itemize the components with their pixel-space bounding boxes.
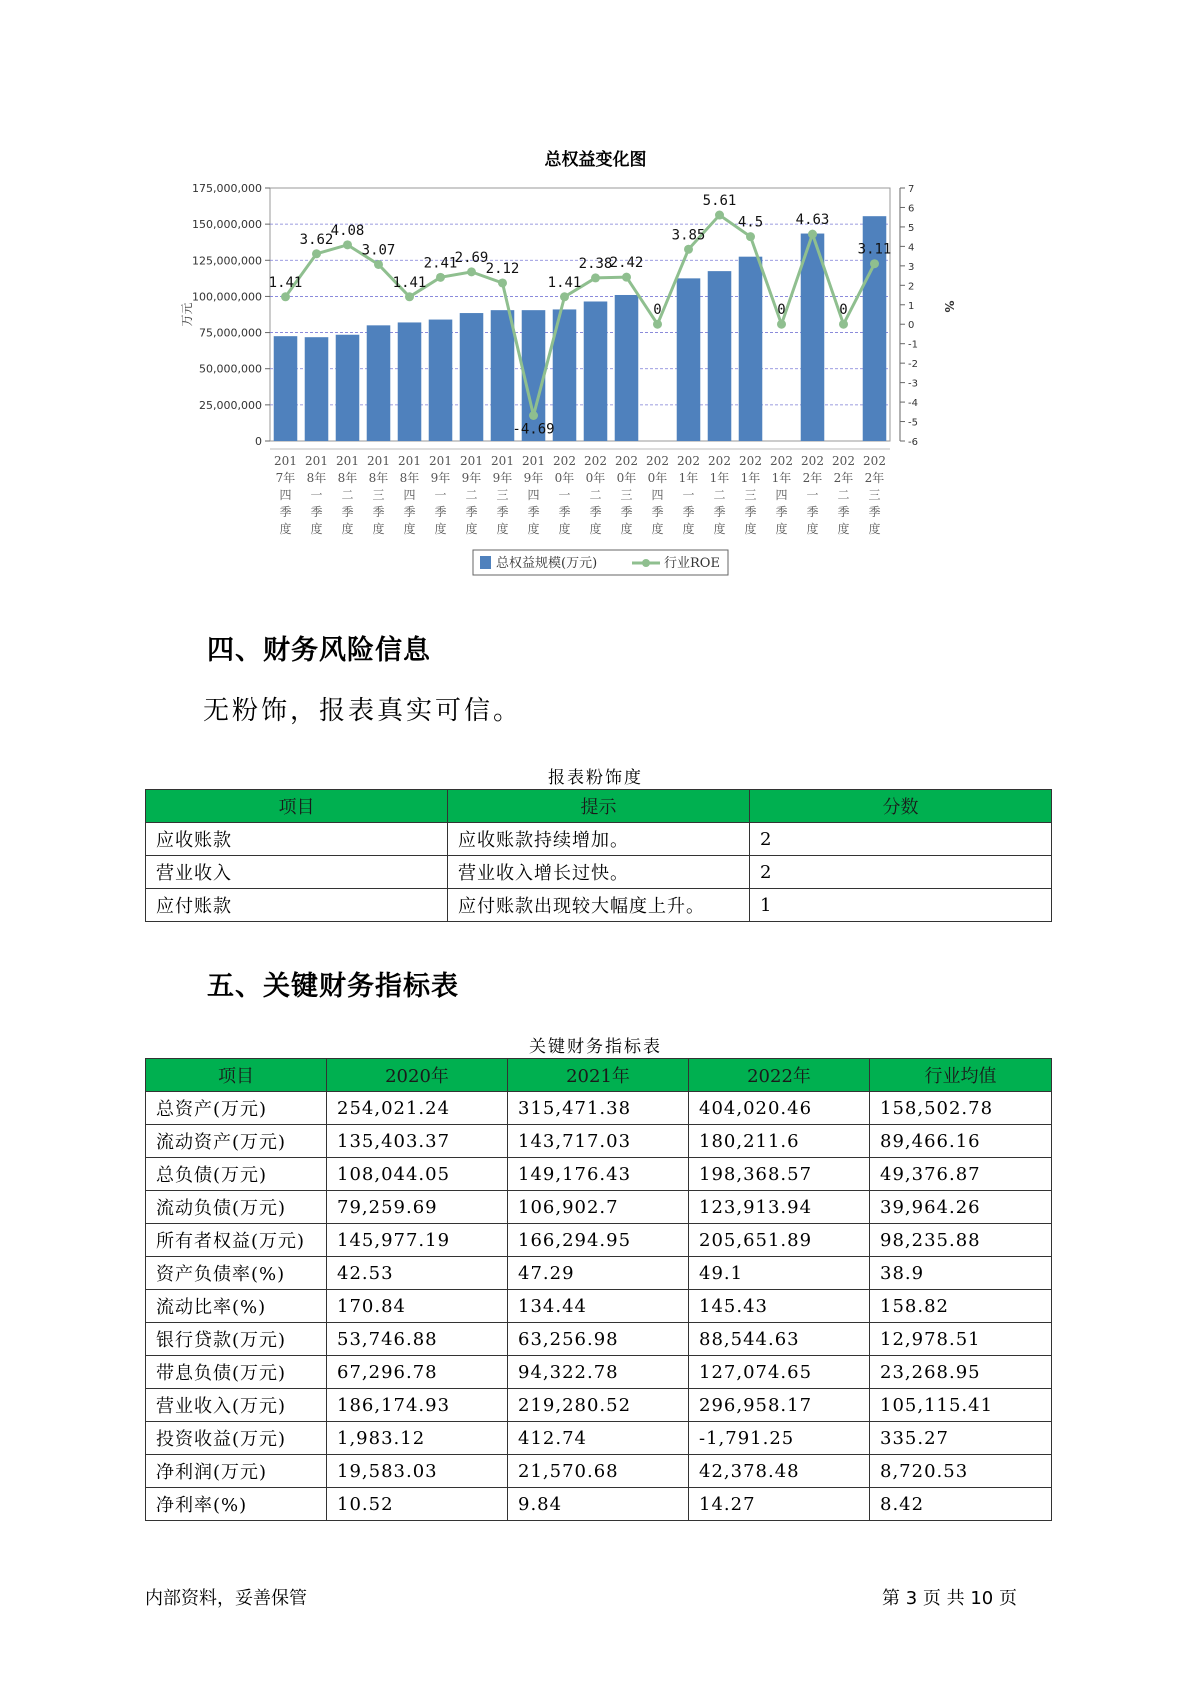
y2-axis-title: %	[942, 300, 956, 313]
table-row	[146, 1125, 1052, 1158]
roe-data-label: 4.08	[330, 222, 365, 239]
bar	[398, 322, 422, 441]
roe-point	[312, 249, 321, 258]
table-cell: 带息负债(万元)	[146, 1356, 327, 1389]
table-cell: 应付账款	[146, 889, 448, 922]
table-cell: 应收账款持续增加。	[448, 823, 750, 856]
x-tick-label: 四	[403, 488, 416, 502]
table-cell: 145,977.19	[327, 1224, 508, 1257]
table-cell: 254,021.24	[327, 1092, 508, 1125]
table-cell: 流动负债(万元)	[146, 1191, 327, 1224]
table-cell: 营业收入	[146, 856, 448, 889]
table-header-cell: 行业均值	[870, 1059, 1052, 1092]
table-row	[146, 1356, 1052, 1389]
x-tick-label: 四	[651, 488, 664, 502]
x-tick-label: 201	[460, 454, 483, 468]
table-cell: 总资产(万元)	[146, 1092, 327, 1125]
table-cell: 49.1	[689, 1257, 870, 1290]
x-tick-label: 9年	[430, 471, 451, 485]
x-tick-label: 度	[713, 522, 726, 536]
bar	[615, 295, 639, 441]
roe-data-label: 3.11	[857, 241, 892, 258]
x-tick-label: 季	[558, 505, 571, 519]
y2-tick-label: 6	[908, 203, 915, 215]
x-tick-label: 三	[868, 488, 881, 502]
roe-point	[498, 278, 507, 287]
x-tick-label: 季	[589, 505, 602, 519]
roe-point	[560, 292, 569, 301]
roe-point	[622, 273, 631, 282]
table-header-cell: 2022年	[689, 1059, 870, 1092]
x-tick-label: 度	[279, 522, 292, 536]
x-tick-label: 0年	[554, 471, 575, 485]
table-header-cell: 2020年	[327, 1059, 508, 1092]
x-tick-label: 季	[403, 505, 416, 519]
x-tick-label: 202	[584, 454, 607, 468]
roe-point	[343, 240, 352, 249]
y2-tick-label: 0	[908, 320, 915, 332]
table-cell: 1,983.12	[327, 1422, 508, 1455]
y-tick-label: 100,000,000	[192, 290, 262, 304]
x-tick-label: 202	[739, 454, 762, 468]
table-header-cell: 项目	[146, 790, 448, 823]
table-cell: 79,259.69	[327, 1191, 508, 1224]
table-cell: 14.27	[689, 1488, 870, 1521]
x-tick-label: 度	[496, 522, 509, 536]
table-cell: 总负债(万元)	[146, 1158, 327, 1191]
roe-point	[405, 292, 414, 301]
table-cell: 1	[750, 889, 1052, 922]
table-row	[146, 1455, 1052, 1488]
bar	[677, 278, 701, 441]
roe-point	[684, 245, 693, 254]
y2-tick-label: -5	[908, 417, 918, 429]
table-cell: 39,964.26	[870, 1191, 1052, 1224]
x-tick-label: 1年	[678, 471, 699, 485]
table-row	[146, 889, 1052, 922]
table-row	[146, 1257, 1052, 1290]
table-cell: 123,913.94	[689, 1191, 870, 1224]
x-tick-label: 二	[341, 488, 354, 502]
roe-data-label: 2.69	[454, 249, 489, 266]
table-cell: 53,746.88	[327, 1323, 508, 1356]
table-cell: 8,720.53	[870, 1455, 1052, 1488]
x-tick-label: 二	[465, 488, 478, 502]
x-tick-label: 季	[806, 505, 819, 519]
x-tick-label: 季	[496, 505, 509, 519]
roe-data-label: 3.07	[361, 242, 396, 259]
x-tick-label: 季	[279, 505, 292, 519]
x-tick-label: 度	[806, 522, 819, 536]
risk-table	[145, 789, 1052, 922]
x-tick-label: 0年	[585, 471, 606, 485]
table-cell: 营业收入增长过快。	[448, 856, 750, 889]
x-tick-label: 一	[310, 488, 323, 502]
x-tick-label: 度	[775, 522, 788, 536]
table-cell: 135,403.37	[327, 1125, 508, 1158]
x-tick-label: 201	[274, 454, 297, 468]
table-row	[146, 856, 1052, 889]
y2-tick-label: -2	[908, 359, 918, 371]
x-tick-label: 201	[429, 454, 452, 468]
table-cell: 21,570.68	[508, 1455, 689, 1488]
x-tick-label: 度	[403, 522, 416, 536]
x-tick-label: 0年	[616, 471, 637, 485]
table-cell: 89,466.16	[870, 1125, 1052, 1158]
table-cell: 198,368.57	[689, 1158, 870, 1191]
x-tick-label: 202	[863, 454, 886, 468]
table-cell: 315,471.38	[508, 1092, 689, 1125]
table-cell: 应付账款出现较大幅度上升。	[448, 889, 750, 922]
roe-data-label: 2.38	[578, 255, 613, 272]
bar	[429, 320, 453, 441]
x-tick-label: 度	[341, 522, 354, 536]
table-cell: 2	[750, 823, 1052, 856]
x-tick-label: 二	[837, 488, 850, 502]
table-cell: 67,296.78	[327, 1356, 508, 1389]
legend-line-label: 行业ROE	[664, 556, 720, 571]
bar	[491, 310, 515, 441]
table-cell: 9.84	[508, 1488, 689, 1521]
roe-point	[529, 411, 538, 420]
roe-data-label: 1.41	[547, 274, 582, 291]
x-tick-label: 季	[372, 505, 385, 519]
y-tick-label: 150,000,000	[192, 218, 262, 232]
x-tick-label: 二	[589, 488, 602, 502]
bar	[584, 301, 608, 441]
table-header-cell: 分数	[750, 790, 1052, 823]
table-row	[146, 1389, 1052, 1422]
x-tick-label: 202	[770, 454, 793, 468]
x-tick-label: 1年	[740, 471, 761, 485]
x-tick-label: 度	[372, 522, 385, 536]
table-cell: 资产负债率(%)	[146, 1257, 327, 1290]
x-tick-label: 四	[775, 488, 788, 502]
x-tick-label: 四	[527, 488, 540, 502]
x-tick-label: 季	[310, 505, 323, 519]
x-tick-label: 8年	[368, 471, 389, 485]
footer-page-number: 第 3 页 共 10 页	[882, 1588, 1017, 1609]
x-tick-label: 一	[806, 488, 819, 502]
roe-point	[653, 320, 662, 329]
table-header-cell: 提示	[448, 790, 750, 823]
roe-data-label: 0	[839, 302, 848, 319]
x-tick-label: 201	[491, 454, 514, 468]
roe-data-label: 4.5	[737, 214, 764, 231]
y2-tick-label: 3	[908, 261, 915, 273]
x-tick-label: 9年	[461, 471, 482, 485]
x-tick-label: 一	[682, 488, 695, 502]
x-tick-label: 度	[465, 522, 478, 536]
legend-bar-swatch	[480, 556, 491, 569]
bar	[305, 337, 329, 441]
x-tick-label: 三	[496, 488, 509, 502]
roe-data-label: 2.42	[609, 255, 644, 272]
x-tick-label: 2年	[802, 471, 823, 485]
table-row	[146, 1488, 1052, 1521]
bar	[739, 257, 763, 441]
table-cell: 银行贷款(万元)	[146, 1323, 327, 1356]
table-cell: 49,376.87	[870, 1158, 1052, 1191]
table-cell: 158.82	[870, 1290, 1052, 1323]
footer-left: 内部资料，妥善保管	[145, 1588, 307, 1609]
table-cell: 所有者权益(万元)	[146, 1224, 327, 1257]
roe-point	[746, 232, 755, 241]
x-tick-label: 202	[832, 454, 855, 468]
x-tick-label: 度	[558, 522, 571, 536]
y2-tick-label: 1	[908, 300, 915, 312]
x-tick-label: 202	[615, 454, 638, 468]
roe-data-label: 1.41	[392, 274, 427, 291]
table-cell: 投资收益(万元)	[146, 1422, 327, 1455]
roe-point	[777, 320, 786, 329]
table-cell: 143,717.03	[508, 1125, 689, 1158]
x-tick-label: 四	[279, 488, 292, 502]
x-tick-label: 度	[651, 522, 664, 536]
table-row	[146, 1191, 1052, 1224]
table-cell: 42.53	[327, 1257, 508, 1290]
y2-tick-label: 7	[908, 184, 915, 195]
x-tick-label: 201	[522, 454, 545, 468]
bar	[274, 336, 298, 441]
roe-data-label: 2.41	[423, 255, 458, 272]
table-cell: 170.84	[327, 1290, 508, 1323]
table-cell: 63,256.98	[508, 1323, 689, 1356]
table-cell: 47.29	[508, 1257, 689, 1290]
roe-point	[870, 259, 879, 268]
x-tick-label: 1年	[709, 471, 730, 485]
x-tick-label: 9年	[523, 471, 544, 485]
x-tick-label: 度	[744, 522, 757, 536]
roe-data-label: -4.69	[512, 421, 555, 438]
x-tick-label: 度	[310, 522, 323, 536]
x-tick-label: 一	[558, 488, 571, 502]
table-row	[146, 1290, 1052, 1323]
table-cell: 营业收入(万元)	[146, 1389, 327, 1422]
table-cell: 流动资产(万元)	[146, 1125, 327, 1158]
y-tick-label: 75,000,000	[199, 326, 262, 340]
x-tick-label: 201	[367, 454, 390, 468]
roe-data-label: 5.61	[702, 193, 737, 210]
table-row	[146, 823, 1052, 856]
table-cell: 流动比率(%)	[146, 1290, 327, 1323]
table-cell: 98,235.88	[870, 1224, 1052, 1257]
legend-bar-label: 总权益规模(万元)	[496, 556, 598, 571]
table-cell: 108,044.05	[327, 1158, 508, 1191]
y2-tick-label: -6	[908, 437, 918, 448]
x-tick-label: 2年	[864, 471, 885, 485]
x-tick-label: 季	[527, 505, 540, 519]
table-row	[146, 1224, 1052, 1257]
risk-table-caption: 报表粉饰度	[548, 768, 643, 788]
table-header-cell: 2021年	[508, 1059, 689, 1092]
table-cell: 205,651.89	[689, 1224, 870, 1257]
chart-title: 总权益变化图	[544, 150, 647, 170]
table-cell: 134.44	[508, 1290, 689, 1323]
x-tick-label: 201	[398, 454, 421, 468]
y-tick-label: 175,000,000	[192, 182, 262, 195]
x-tick-label: 三	[620, 488, 633, 502]
table-cell: 净利润(万元)	[146, 1455, 327, 1488]
x-tick-label: 季	[713, 505, 726, 519]
x-tick-label: 三	[372, 488, 385, 502]
table-cell: 42,378.48	[689, 1455, 870, 1488]
x-tick-label: 季	[341, 505, 354, 519]
x-tick-label: 一	[434, 488, 447, 502]
x-tick-label: 二	[713, 488, 726, 502]
bar	[460, 313, 484, 441]
legend-line-marker	[642, 559, 650, 567]
table-cell: 106,902.7	[508, 1191, 689, 1224]
x-tick-label: 度	[434, 522, 447, 536]
table-cell: -1,791.25	[689, 1422, 870, 1455]
y2-tick-label: 2	[908, 281, 915, 293]
x-tick-label: 季	[620, 505, 633, 519]
table-cell: 19,583.03	[327, 1455, 508, 1488]
y-tick-label: 25,000,000	[199, 398, 262, 412]
table-row	[146, 1092, 1052, 1125]
x-tick-label: 三	[744, 488, 757, 502]
roe-data-label: 0	[653, 302, 662, 319]
section-heading-key-metrics: 五、关键财务指标表	[207, 971, 459, 1002]
x-tick-label: 度	[682, 522, 695, 536]
x-tick-label: 度	[868, 522, 881, 536]
y-tick-label: 50,000,000	[199, 362, 262, 376]
x-tick-label: 201	[336, 454, 359, 468]
x-tick-label: 季	[744, 505, 757, 519]
y2-tick-label: -1	[908, 339, 918, 351]
x-tick-label: 9年	[492, 471, 513, 485]
bar	[367, 325, 391, 441]
y2-tick-label: -4	[908, 398, 918, 410]
x-tick-label: 季	[434, 505, 447, 519]
y2-tick-label: 5	[908, 222, 915, 234]
table-cell: 23,268.95	[870, 1356, 1052, 1389]
bar	[336, 335, 360, 441]
roe-data-label: 0	[777, 302, 786, 319]
table-cell: 12,978.51	[870, 1323, 1052, 1356]
table-cell: 335.27	[870, 1422, 1052, 1455]
x-tick-label: 202	[677, 454, 700, 468]
key-metrics-table	[145, 1058, 1052, 1521]
table-cell: 145.43	[689, 1290, 870, 1323]
table-cell: 应收账款	[146, 823, 448, 856]
x-tick-label: 季	[868, 505, 881, 519]
x-tick-label: 0年	[647, 471, 668, 485]
x-tick-label: 202	[646, 454, 669, 468]
x-tick-label: 202	[708, 454, 731, 468]
roe-data-label: 1.41	[268, 274, 303, 291]
table-cell: 404,020.46	[689, 1092, 870, 1125]
x-tick-label: 202	[801, 454, 824, 468]
roe-point	[467, 267, 476, 276]
x-tick-label: 季	[682, 505, 695, 519]
roe-point	[839, 320, 848, 329]
roe-point	[281, 292, 290, 301]
table-cell: 2	[750, 856, 1052, 889]
table-cell: 38.9	[870, 1257, 1052, 1290]
x-tick-label: 季	[651, 505, 664, 519]
table-cell: 158,502.78	[870, 1092, 1052, 1125]
table-row	[146, 1158, 1052, 1191]
risk-summary-text: 无粉饰，报表真实可信。	[203, 696, 523, 726]
x-tick-label: 度	[837, 522, 850, 536]
bar	[708, 271, 732, 441]
roe-data-label: 3.62	[299, 231, 334, 248]
roe-data-label: 3.85	[671, 227, 706, 244]
table-cell: 8.42	[870, 1488, 1052, 1521]
table-cell: 219,280.52	[508, 1389, 689, 1422]
x-tick-label: 202	[553, 454, 576, 468]
section-heading-risk: 四、财务风险信息	[207, 635, 431, 666]
x-tick-label: 1年	[771, 471, 792, 485]
roe-point	[591, 273, 600, 282]
roe-data-label: 4.63	[795, 212, 830, 229]
y2-tick-label: 4	[908, 242, 915, 254]
x-tick-label: 2年	[833, 471, 854, 485]
x-tick-label: 8年	[306, 471, 327, 485]
x-tick-label: 季	[465, 505, 478, 519]
x-tick-label: 8年	[399, 471, 420, 485]
roe-data-label: 2.12	[485, 260, 520, 277]
roe-point	[374, 260, 383, 269]
table-cell: 127,074.65	[689, 1356, 870, 1389]
equity-chart	[170, 178, 1020, 598]
x-tick-label: 201	[305, 454, 328, 468]
table-row	[146, 1323, 1052, 1356]
x-tick-label: 度	[589, 522, 602, 536]
x-tick-label: 季	[837, 505, 850, 519]
table-row	[146, 1422, 1052, 1455]
table-cell: 10.52	[327, 1488, 508, 1521]
table-cell: 296,958.17	[689, 1389, 870, 1422]
table-header-cell: 项目	[146, 1059, 327, 1092]
table-cell: 186,174.93	[327, 1389, 508, 1422]
x-tick-label: 度	[527, 522, 540, 536]
table-cell: 净利率(%)	[146, 1488, 327, 1521]
table-cell: 412.74	[508, 1422, 689, 1455]
roe-point	[715, 211, 724, 220]
table-cell: 105,115.41	[870, 1389, 1052, 1422]
roe-point	[808, 230, 817, 239]
table-cell: 88,544.63	[689, 1323, 870, 1356]
table-cell: 94,322.78	[508, 1356, 689, 1389]
table-cell: 149,176.43	[508, 1158, 689, 1191]
y-tick-label: 0	[255, 435, 262, 448]
x-tick-label: 季	[775, 505, 788, 519]
x-tick-label: 度	[620, 522, 633, 536]
key-table-caption: 关键财务指标表	[529, 1037, 662, 1057]
roe-point	[436, 273, 445, 282]
table-cell: 180,211.6	[689, 1125, 870, 1158]
y-tick-label: 125,000,000	[192, 254, 262, 268]
x-tick-label: 8年	[337, 471, 358, 485]
table-cell: 166,294.95	[508, 1224, 689, 1257]
x-tick-label: 7年	[275, 471, 296, 485]
y-axis-title: 万元	[180, 302, 194, 327]
bar	[801, 234, 825, 441]
y2-tick-label: -3	[908, 378, 918, 390]
